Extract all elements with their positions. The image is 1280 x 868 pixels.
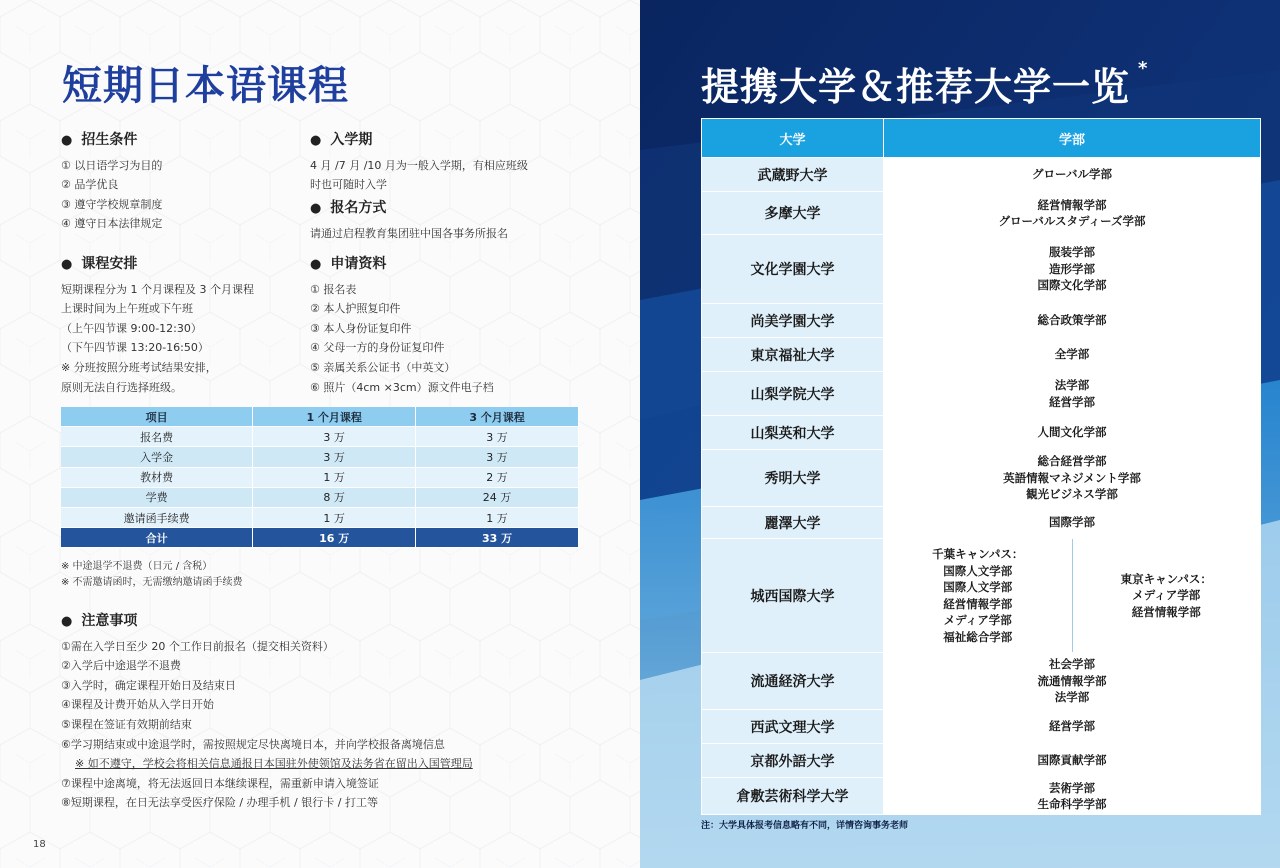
faculty-line: 経営学部	[1049, 719, 1095, 734]
fee-3month: 1 万	[416, 507, 579, 527]
faculty-line: 総合経営学部	[1037, 454, 1107, 469]
faculty-line: メディア学部	[1132, 588, 1201, 603]
fee-note-line: ※ 不需邀请函时，无需缴纳邀请函手续费	[61, 576, 243, 588]
fee-row	[61, 467, 579, 487]
notes-line: ①需在入学日至少 20 个工作日前报名（提交相关资料）	[61, 639, 334, 653]
fee-3month: 2 万	[416, 467, 579, 487]
table-row	[702, 710, 1261, 744]
faculty-list	[884, 416, 1261, 450]
table-row	[702, 158, 1261, 192]
admission-line: ④ 遵守日本法律规定	[61, 217, 163, 231]
faculty-line: 服装学部	[1049, 245, 1095, 260]
table-row	[702, 778, 1261, 815]
faculty-list	[884, 304, 1261, 338]
faculty-line: 観光ビジネス学部	[1026, 487, 1118, 502]
chiba-campus	[884, 539, 1073, 652]
fee-total-1month: 16 万	[253, 528, 416, 548]
admission-heading: ● 招生条件	[61, 131, 162, 151]
campus-name: 千葉キャンパス：	[932, 547, 1024, 561]
notes-line: ⑤课程在签证有效期前结束	[61, 717, 192, 731]
title-asterisk: *	[1138, 58, 1149, 80]
notes-line: ④课程及计费开始从入学日开始	[61, 698, 214, 712]
faculty-line: グローバルスタディーズ学部	[998, 214, 1146, 228]
university-name: 文化学園大学	[702, 235, 884, 304]
fee-row	[61, 487, 579, 507]
campus-name: 東京キャンパス：	[1120, 571, 1212, 586]
faculty-line: 全学部	[1054, 347, 1090, 362]
fee-row	[61, 507, 579, 527]
fee-item: 报名费	[61, 427, 253, 447]
university-name: 西武文理大学	[702, 710, 884, 744]
enroll-period-section	[310, 131, 528, 195]
table-footnote: 注：大学具体报考信息略有不同，详情咨询事务老师	[701, 821, 909, 831]
fee-header-cell: 项目	[61, 407, 253, 427]
fee-note-line: ※ 中途退学不退费（日元 / 含税）	[61, 561, 213, 572]
university-name: 多摩大学	[702, 192, 884, 235]
university-name: 山梨英和大学	[702, 416, 884, 450]
fee-row	[61, 427, 579, 447]
university-name: 秀明大学	[702, 450, 884, 507]
fee-table	[61, 407, 579, 548]
university-name: 武蔵野大学	[702, 158, 884, 192]
faculty-line: 国際貢献学部	[1037, 753, 1107, 768]
fee-table-header	[61, 407, 579, 427]
notes-line: ③入学时，确定课程开始日及结束日	[61, 678, 236, 692]
fee-item: 邀请函手续费	[61, 507, 253, 527]
fee-item: 入学金	[61, 447, 253, 467]
university-name: 東京福祉大学	[702, 338, 884, 372]
enroll-period-line: 时也可随时入学	[310, 178, 387, 192]
admission-line: ② 品学优良	[61, 178, 119, 192]
faculty-line: 法学部	[1054, 690, 1090, 705]
schedule-line: 原则无法自行选择班级。	[61, 380, 182, 394]
university-table	[701, 118, 1261, 815]
notes-line: ⑥学习期结束或中途退学时，需按照规定尽快离境日本，并向学校报备离境信息	[61, 737, 445, 751]
fee-3month: 24 万	[416, 487, 579, 507]
notes-section	[61, 612, 473, 813]
notes-heading: ● 注意事项	[61, 612, 473, 632]
admission-line: ① 以日语学习为目的	[61, 158, 163, 172]
faculty-line: 経営情報学部	[1131, 604, 1201, 619]
schedule-line: 上课时间为上午班或下午班	[61, 302, 193, 316]
fee-3month: 3 万	[416, 427, 579, 447]
faculty-line: 国際学部	[1049, 515, 1095, 530]
admission-line: ③ 遵守学校规章制度	[61, 197, 163, 211]
table-row	[702, 304, 1261, 338]
faculty-list	[884, 235, 1261, 304]
table-row	[702, 235, 1261, 304]
apply-method-line: 请通过启程教育集团驻中国各事务所报名	[310, 226, 508, 240]
fee-1month: 3 万	[253, 447, 416, 467]
apply-method-section	[310, 199, 508, 243]
fee-total-label: 合计	[61, 528, 253, 548]
university-name: 山梨学院大学	[702, 372, 884, 416]
notes-line: ②入学后中途退学不退费	[61, 659, 181, 673]
faculty-list	[884, 338, 1261, 372]
schedule-line: ※ 分班按照分班考试结果安排，	[61, 360, 217, 374]
faculty-line: メディア学部	[943, 613, 1012, 627]
faculty-line: 社会学部	[1049, 657, 1095, 672]
table-row	[702, 416, 1261, 450]
faculty-list	[884, 192, 1261, 235]
documents-line: ⑥ 照片（4cm ×3cm）源文件电子档	[310, 380, 494, 394]
university-header: 大学	[702, 119, 884, 158]
faculty-list	[884, 744, 1261, 778]
faculty-line: 法学部	[1054, 378, 1090, 392]
tokyo-campus	[1073, 539, 1261, 652]
fee-item: 教材费	[61, 467, 253, 487]
university-name: 流通経済大学	[702, 653, 884, 710]
university-name: 麗澤大学	[702, 507, 884, 539]
fee-total-row	[61, 528, 579, 548]
documents-line: ② 本人护照复印件	[310, 302, 401, 316]
table-row	[702, 372, 1261, 416]
fee-header-cell: 3 个月课程	[416, 407, 579, 427]
faculty-list	[884, 158, 1261, 192]
table-row	[702, 338, 1261, 372]
faculty-line: 経営情報学部	[1037, 197, 1107, 212]
notes-warning-line: ※ 如不遵守，学校会将相关信息通报日本国驻外使领馆及法务省在留出入国管理局	[75, 757, 473, 771]
right-page	[640, 0, 1280, 868]
fee-1month: 1 万	[253, 507, 416, 527]
faculty-line: 経営情報学部	[943, 596, 1013, 611]
faculty-line: 流通情報学部	[1037, 673, 1107, 688]
faculty-line: 国際人文学部	[943, 580, 1013, 594]
table-row	[702, 450, 1261, 507]
faculty-list	[884, 778, 1261, 815]
schedule-section	[61, 255, 254, 397]
faculty-list	[884, 507, 1261, 539]
university-name: 尚美学園大学	[702, 304, 884, 338]
faculty-list	[884, 653, 1261, 710]
page-number: 18	[33, 839, 46, 850]
page-title: 短期日本语课程	[62, 63, 349, 109]
campus-split	[884, 539, 1260, 652]
faculty-list	[884, 539, 1261, 653]
admission-section	[61, 131, 162, 234]
table-row	[702, 744, 1261, 778]
fee-1month: 3 万	[253, 427, 416, 447]
university-table-header	[702, 119, 1261, 158]
faculty-line: 国際人文学部	[943, 563, 1013, 578]
documents-heading: ● 申请资料	[310, 255, 494, 275]
university-list-title	[701, 56, 1148, 111]
faculty-line: 総合政策学部	[1037, 313, 1107, 328]
table-row	[702, 507, 1261, 539]
documents-line: ④ 父母一方的身份证复印件	[310, 341, 445, 355]
schedule-line: 短期课程分为 1 个月课程及 3 个月课程	[61, 282, 254, 296]
faculty-line: 英語情報マネジメント学部	[1003, 470, 1141, 485]
fee-item: 学费	[61, 487, 253, 507]
notes-line: ⑦课程中途离境，将无法返回日本继续课程，需重新申请入境签证	[61, 776, 379, 790]
faculty-line: 芸術学部	[1049, 780, 1095, 795]
faculty-list	[884, 710, 1261, 744]
university-list-title-text: 提携大学＆推荐大学一览	[701, 65, 1131, 109]
fee-1month: 1 万	[253, 467, 416, 487]
fee-total-3month: 33 万	[416, 528, 579, 548]
table-row	[702, 192, 1261, 235]
schedule-heading: ● 课程安排	[61, 255, 254, 275]
table-row-josai	[702, 539, 1261, 653]
faculty-line: 福祉総合学部	[943, 629, 1013, 644]
enroll-period-line: 4 月 /7 月 /10 月为一般入学期，有相应班级	[310, 158, 528, 172]
documents-line: ⑤ 亲属关系公证书（中英文）	[310, 360, 456, 374]
university-name: 城西国際大学	[702, 539, 884, 653]
faculty-line: 国際文化学部	[1037, 278, 1107, 293]
table-row	[702, 653, 1261, 710]
faculty-line: 経営学部	[1049, 394, 1095, 409]
faculty-line: 人間文化学部	[1037, 425, 1107, 440]
faculty-list	[884, 372, 1261, 416]
schedule-line: （下午四节课 13:20-16:50）	[61, 341, 209, 355]
schedule-line: （上午四节课 9:00-12:30）	[61, 321, 202, 335]
documents-line: ① 报名表	[310, 282, 357, 296]
fee-header-cell: 1 个月课程	[253, 407, 416, 427]
enroll-period-heading: ● 入学期	[310, 131, 528, 151]
documents-line: ③ 本人身份证复印件	[310, 321, 412, 335]
fee-1month: 8 万	[253, 487, 416, 507]
faculty-line: 生命科学学部	[1037, 797, 1107, 811]
faculty-header: 学部	[884, 119, 1261, 158]
university-name: 京都外語大学	[702, 744, 884, 778]
notes-line: ⑧短期课程，在日无法享受医疗保险 / 办理手机 / 银行卡 / 打工等	[61, 796, 378, 810]
faculty-line: 造形学部	[1049, 261, 1095, 276]
apply-method-heading: ● 报名方式	[310, 199, 508, 219]
faculty-line: グローバル学部	[1032, 167, 1112, 182]
fee-notes	[61, 559, 243, 590]
documents-section	[310, 255, 494, 397]
faculty-list	[884, 450, 1261, 507]
fee-row	[61, 447, 579, 467]
fee-3month: 3 万	[416, 447, 579, 467]
university-name: 倉敷芸術科学大学	[702, 778, 884, 815]
